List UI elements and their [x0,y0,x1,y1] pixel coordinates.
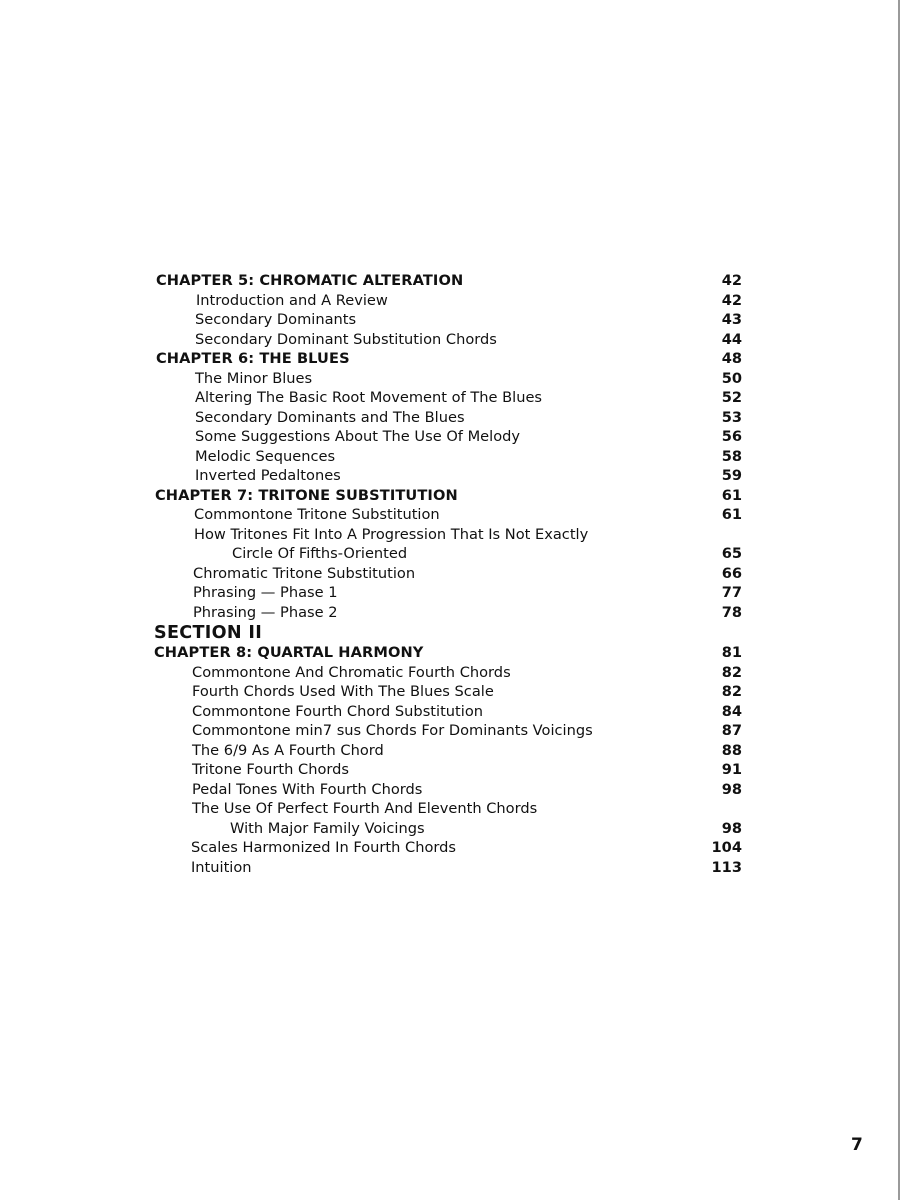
page-number: 87 [721,722,742,739]
page-number: 53 [721,408,742,426]
toc-row [154,349,742,369]
entry-title: Introduction and A Review [196,291,388,309]
page-number: 78 [721,603,742,621]
toc-row [154,388,742,408]
toc-row [154,702,742,722]
entry-title: Secondary Dominants [195,311,357,328]
entry-title: Commontone Tritone Substitution [194,506,440,523]
page-number: 61 [721,506,742,523]
entry-title: Inverted Pedaltones [195,467,341,484]
page-number: 43 [721,311,742,328]
toc-row [154,427,742,447]
page-number: 98 [721,819,742,837]
entry-title: Secondary Dominant Substitution Chords [195,330,497,348]
toc-row [154,525,742,545]
entry-title: Commontone And Chromatic Fourth Chords [192,663,511,681]
toc-row [154,799,742,819]
entry-title: Secondary Dominants and The Blues [195,408,465,426]
page-number: 91 [721,761,742,778]
entry-title: Fourth Chords Used With The Blues Scale [192,683,494,700]
toc-row [154,780,742,800]
page-number: 82 [721,663,742,681]
page-folio-number: 7 [851,1135,863,1155]
toc-row [154,643,742,663]
page-number: 48 [721,350,742,367]
page-number: 88 [721,741,742,759]
entry-title-continued: Circle Of Fifths-Oriented [232,545,408,562]
page-number: 98 [721,780,742,798]
entry-title: Some Suggestions About The Use Of Melody [195,428,521,445]
page-number: 52 [721,389,742,406]
toc-row [154,408,742,428]
toc-row [154,741,742,761]
entry-title: Phrasing — Phase 1 [193,584,338,601]
entry-title: Tritone Fourth Chords [192,761,349,778]
toc-row [154,663,742,683]
chapter-heading: CHAPTER 6: THE BLUES [156,350,350,367]
entry-title: Altering The Basic Root Movement of The Blues [195,389,543,406]
page-number: 59 [721,467,742,484]
chapter-heading: CHAPTER 7: TRITONE SUBSTITUTION [155,486,458,504]
page-number: 50 [721,369,742,387]
page-number: 42 [721,291,742,309]
toc-row [154,486,742,506]
entry-title: Pedal Tones With Fourth Chords [192,780,423,798]
entry-title: Phrasing — Phase 2 [193,603,338,621]
entry-title: Chromatic Tritone Substitution [193,564,416,582]
entry-title: Intuition [191,858,252,876]
page-number: 84 [721,702,742,720]
page-number: 65 [721,545,742,562]
toc-row [154,505,742,525]
toc-row [154,838,742,858]
section-heading: SECTION II [154,623,263,643]
toc-row [154,682,742,702]
entry-title: Commontone min7 sus Chords For Dominants Voicings [192,722,593,739]
entry-title: Melodic Sequences [195,447,336,465]
entry-title: Commontone Fourth Chord Substitution [192,702,484,720]
entry-title: How Tritones Fit Into A Progression That Is Not Exactly [194,525,589,543]
toc-row [154,310,742,330]
page-number: 58 [721,447,742,465]
toc-row [154,291,742,311]
page-number: 113 [711,858,742,876]
toc-row [154,544,742,564]
page-number: 82 [721,683,742,700]
toc-row [154,271,742,291]
toc-row [154,466,742,486]
entry-title-continued: With Major Family Voicings [230,819,425,837]
page-number: 44 [721,330,742,348]
page-number: 56 [721,428,742,445]
toc-row [154,603,742,623]
table-of-contents [154,271,742,877]
toc-row [154,330,742,350]
chapter-heading: CHAPTER 8: QUARTAL HARMONY [154,644,424,661]
chapter-heading: CHAPTER 5: CHROMATIC ALTERATION [156,272,464,289]
toc-row [154,564,742,584]
page-number: 81 [721,644,742,661]
page-number: 77 [721,584,742,601]
page-number: 61 [721,486,742,504]
page-number: 66 [721,564,742,582]
toc-row [154,760,742,780]
toc-row [154,819,742,839]
entry-title: The Use Of Perfect Fourth And Eleventh Chords [192,800,538,817]
toc-row [154,369,742,389]
toc-row [154,583,742,603]
toc-row [154,721,742,741]
entry-title: The 6/9 As A Fourth Chord [192,741,384,759]
toc-row [154,447,742,467]
toc-row [154,622,742,643]
entry-title: Scales Harmonized In Fourth Chords [191,839,456,856]
entry-title: The Minor Blues [195,369,313,387]
toc-row [154,858,742,878]
page-number: 42 [721,272,742,289]
page-number: 104 [711,839,742,856]
